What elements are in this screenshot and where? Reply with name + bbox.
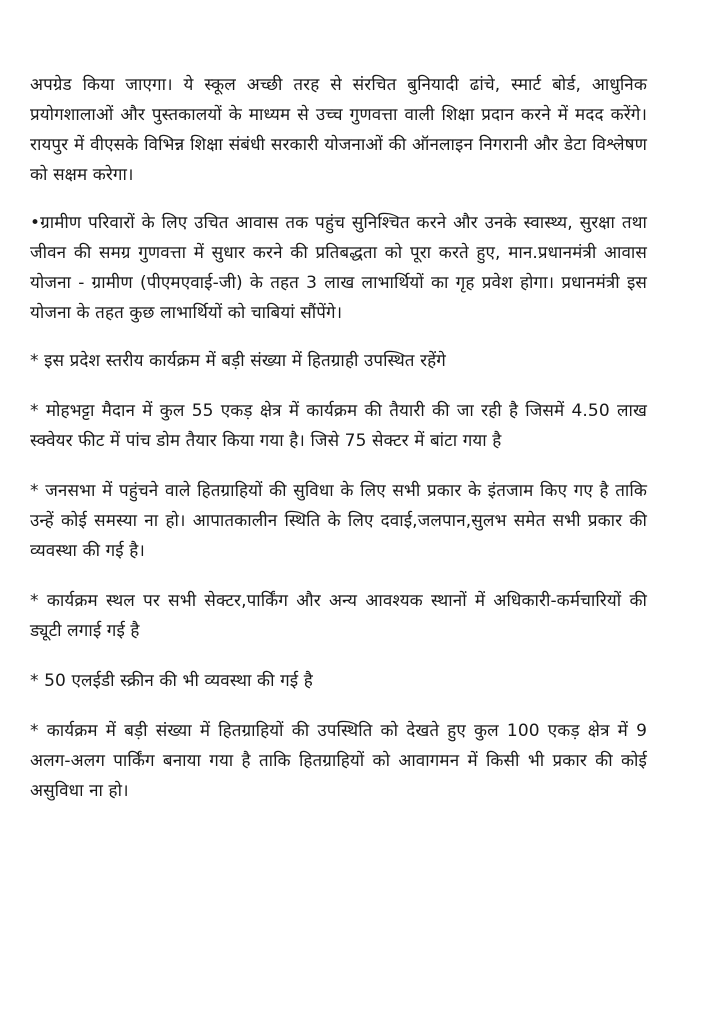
paragraph-pmay-g-housing: •ग्रामीण परिवारों के लिए उचित आवास तक पहुंच सुनिश्चित करने और उनके स्वास्थ्य, सुरक्षा तथा जीवन की समग्र गुणवत्ता में सुधार करने की प्रतिबद्धता को पूरा करते हुए, मान.प्रधानमंत्री आवास योजना - ग्रामीण (पीएमएवाई-जी) के तहत 3 लाख लाभार्थियों का गृह प्रवेश होगा। प्रधानमंत्री इस योजना के तहत कुछ लाभार्थियों को चाबियां सौंपेंगे। bbox=[30, 213, 647, 323]
paragraph-school-upgrade: अपग्रेड किया जाएगा। ये स्कूल अच्छी तरह से संरचित बुनियादी ढांचे, स्मार्ट बोर्ड, आधुनिक प्रयोगशालाओं और पुस्तकालयों के माध्यम से उच्च गुणवत्ता वाली शिक्षा प्रदान करने में मदद करेंगे। रायपुर में वीएसके विभिन्न शिक्षा संबंधी सरकारी योजनाओं की ऑनलाइन निगरानी और डेटा विश्लेषण को सक्षम करेगा। bbox=[30, 75, 647, 185]
paragraph-staff-duty: * कार्यक्रम स्थल पर सभी सेक्टर,पार्किंग और अन्य आवश्यक स्थानों में अधिकारी-कर्मचारियों की ड्यूटी लगाई गई है bbox=[30, 591, 647, 641]
paragraph-parking: * कार्यक्रम में बड़ी संख्या में हितग्राहियों की उपस्थिति को देखते हुए कुल 100 एकड़ क्षेत्र में 9 अलग-अलग पार्किंग बनाया गया है ताकि हितग्राहियों को आवागमन में किसी भी प्रकार की कोई असुविधा ना हो। bbox=[30, 721, 647, 801]
paragraph-beneficiaries-present: * इस प्रदेश स्तरीय कार्यक्रम में बड़ी संख्या में हितग्राही उपस्थित रहेंगे bbox=[30, 351, 446, 371]
paragraph-mohbhatta-ground: * मोहभट्टा मैदान में कुल 55 एकड़ क्षेत्र में कार्यक्रम की तैयारी की जा रही है जिसमें 4.50 लाख स्क्वेयर फीट में पांच डोम तैयार किया गया है। जिसे 75 सेक्टर में बांटा गया है bbox=[30, 401, 647, 451]
paragraph-public-meeting-arrangements: * जनसभा में पहुंचने वाले हितग्राहियों की सुविधा के लिए सभी प्रकार के इंतजाम किए गए है ताकि उन्हें कोई समस्या ना हो। आपातकालीन स्थिति के लिए दवाई,जलपान,सुलभ समेत सभी प्रकार की व्यवस्था की गई है। bbox=[30, 481, 647, 561]
paragraph-led-screens: * 50 एलईडी स्क्रीन की भी व्यवस्था की गई है bbox=[30, 671, 313, 691]
